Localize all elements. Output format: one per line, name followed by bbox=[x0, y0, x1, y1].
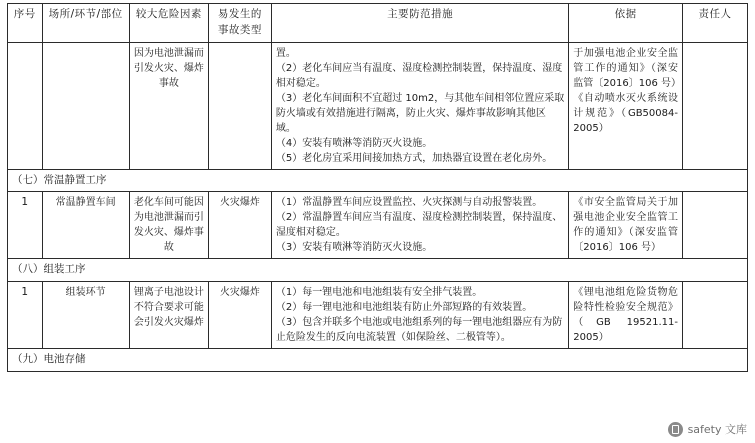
column-header-measures: 主要防范措施 bbox=[271, 4, 568, 43]
cell-basis bbox=[569, 192, 683, 259]
column-header-accident-type: 易发生的事故类型 bbox=[208, 4, 271, 43]
cell-basis bbox=[569, 42, 683, 169]
measure-line: （3）老化车间面积不宜超过 10m2，与其他车间相邻位置应采取防火墙或有效措施进行隔离，防止火灾、爆炸事故影响其他区域。 bbox=[275, 92, 565, 134]
cell-responsible bbox=[682, 192, 747, 259]
table-row bbox=[8, 282, 748, 349]
table-section-row bbox=[8, 349, 748, 372]
cell-measures bbox=[271, 42, 568, 169]
cell-place bbox=[42, 42, 129, 169]
cell-measures bbox=[271, 282, 568, 349]
measure-line: （4）安装有喷淋等消防灭火设施。 bbox=[275, 137, 433, 149]
measure-line: （2）常温静置车间应当有温度、湿度检测控制装置，保持温度、湿度相对稳定。 bbox=[275, 212, 563, 239]
cell-seq: 1 bbox=[8, 282, 43, 349]
measure-line: （2）每一锂电池和电池组装有防止外部短路的有效装置。 bbox=[275, 302, 533, 313]
table-row bbox=[8, 192, 748, 259]
cell-place: 组装环节 bbox=[42, 282, 129, 349]
basis-line: 《锂电池组危险货物危险特性检验安全规范》（GB 19521.11-2005） bbox=[573, 287, 678, 343]
table-section-row bbox=[8, 169, 748, 192]
document-page bbox=[0, 3, 755, 443]
table-section-row bbox=[8, 259, 748, 282]
footer-watermark bbox=[668, 421, 747, 437]
cell-responsible bbox=[682, 42, 747, 169]
cell-factor: 锂离子电池设计不符合要求可能会引发火灾爆炸 bbox=[129, 282, 208, 349]
column-header-responsible: 责任人 bbox=[682, 4, 747, 43]
measure-line: 置。 bbox=[275, 47, 296, 59]
risk-measures-table bbox=[7, 3, 748, 372]
cell-seq bbox=[8, 42, 43, 169]
measure-line: （2）老化车间应当有温度、湿度检测控制装置，保持温度、湿度相对稳定。 bbox=[275, 62, 563, 89]
column-header-basis: 依据 bbox=[569, 4, 683, 43]
column-header-place: 场所/环节/部位 bbox=[42, 4, 129, 43]
cell-place: 常温静置车间 bbox=[42, 192, 129, 259]
cell-factor: 老化车间可能因为电池泄漏而引发火灾、爆炸事故 bbox=[129, 192, 208, 259]
cell-seq: 1 bbox=[8, 192, 43, 259]
cell-responsible bbox=[682, 282, 747, 349]
cell-measures bbox=[271, 192, 568, 259]
measure-line: （1）每一锂电池和电池组装有安全排气装置。 bbox=[275, 287, 483, 298]
section-label: （九）电池存储 bbox=[8, 349, 748, 372]
basis-line: 于加强电池企业安全监管工作的通知》（深安监管〔2016〕106 号） bbox=[573, 47, 682, 89]
cell-accident-type: 火灾爆炸 bbox=[208, 282, 271, 349]
column-header-seq: 序号 bbox=[8, 4, 43, 43]
footer-watermark-label: safety 文库 bbox=[687, 423, 747, 436]
table-header-row bbox=[8, 4, 748, 43]
table-row bbox=[8, 42, 748, 169]
measure-line: （3）安装有喷淋等消防灭火设施。 bbox=[275, 242, 433, 254]
cell-basis bbox=[569, 282, 683, 349]
section-label: （八）组装工序 bbox=[8, 259, 748, 282]
section-label: （七）常温静置工序 bbox=[8, 169, 748, 192]
basis-line: 《自动喷水灭火系统设计规范》（GB50084-2005） bbox=[573, 92, 678, 134]
cell-factor: 因为电池泄漏而引发火灾、爆炸事故 bbox=[129, 42, 208, 169]
book-icon bbox=[668, 422, 683, 437]
table-header bbox=[8, 4, 748, 43]
measure-line: （3）包含并联多个电池或电池组系列的每一锂电池组器应有为防止危险发生的反向电流装置（如保险丝、二极管等）。 bbox=[275, 317, 563, 343]
measure-line: （5）老化房宜采用间接加热方式，加热器宜设置在老化房外。 bbox=[275, 152, 553, 164]
table-body bbox=[8, 42, 748, 371]
basis-line: 《市安全监管局关于加强电池企业安全监管工作的通知》（深安监管〔2016〕106 号） bbox=[573, 197, 678, 254]
cell-accident-type: 火灾爆炸 bbox=[208, 192, 271, 259]
column-header-factor: 较大危险因素 bbox=[129, 4, 208, 43]
cell-accident-type bbox=[208, 42, 271, 169]
measure-line: （1）常温静置车间应设置监控、火灾探测与自动报警装置。 bbox=[275, 197, 543, 209]
